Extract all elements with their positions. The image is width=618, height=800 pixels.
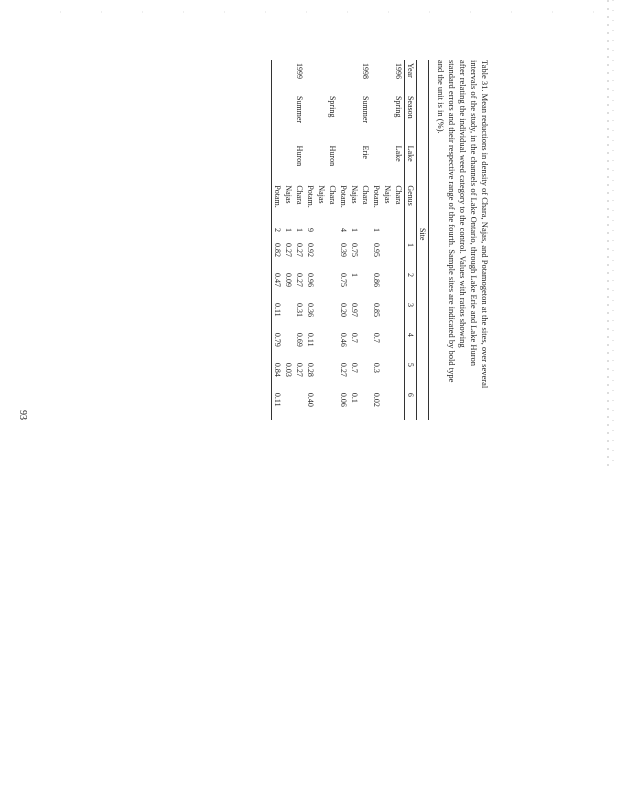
- table-cell: 0.85: [372, 302, 381, 317]
- table-cell: 0.39: [339, 242, 348, 257]
- table-cell: [316, 390, 327, 420]
- table-cell: 1996: [394, 63, 403, 79]
- table-row: [294, 60, 305, 420]
- table-cell: Najas: [317, 185, 326, 204]
- table-cell: 0.09: [284, 272, 293, 287]
- table-row: [393, 60, 405, 420]
- table-cell: [305, 60, 316, 93]
- table-cell: [316, 225, 327, 240]
- table-cell: [382, 143, 393, 183]
- table-cell: 0.11: [272, 390, 284, 420]
- table-cell: 0.84: [272, 360, 284, 390]
- column-header: 3: [405, 300, 417, 330]
- table-cell: [371, 143, 382, 183]
- table-cell: 0.46: [339, 332, 348, 347]
- table-cell: 0.20: [339, 302, 348, 317]
- caption-line: Table 31. Mean reductions in density of Chara, Najas, and Potamogeton at the sites, over several: [480, 60, 490, 389]
- table-cell: 1998: [361, 63, 370, 79]
- table-cell: [327, 300, 338, 330]
- group-header-site: Site: [417, 225, 429, 420]
- table-cell: [283, 93, 294, 143]
- column-header: Genus: [405, 182, 417, 225]
- table-cell: 1: [295, 227, 304, 232]
- table-cell: [360, 240, 371, 270]
- column-header: 6: [405, 390, 417, 420]
- column-header: [405, 225, 417, 240]
- table-row: [371, 60, 382, 420]
- table-cell: 1999: [295, 63, 304, 79]
- page-number: 93: [17, 410, 28, 420]
- table-cell: [360, 330, 371, 360]
- table-cell: 0.75: [339, 272, 348, 287]
- table-cell: 0.27: [295, 272, 304, 287]
- group-header: [417, 143, 429, 183]
- table-cell: [283, 143, 294, 183]
- table-cell: [382, 330, 393, 360]
- table-cell: Potam.: [306, 185, 315, 208]
- table-cell: [393, 270, 405, 300]
- table-cell: [294, 390, 305, 420]
- table-cell: 0.27: [295, 362, 304, 377]
- table-cell: [327, 225, 338, 240]
- table-cell: [283, 390, 294, 420]
- table-cell: [382, 225, 393, 240]
- table-cell: 0.11: [272, 300, 284, 330]
- table-cell: 0.1: [350, 392, 359, 403]
- table-cell: 0.75: [350, 242, 359, 257]
- table-row: [327, 60, 338, 420]
- table-cell: [338, 93, 349, 143]
- table-cell: [382, 300, 393, 330]
- table-cell: [316, 240, 327, 270]
- table-cell: 0.82: [272, 240, 284, 270]
- table-cell: [371, 93, 382, 143]
- table-cell: [382, 240, 393, 270]
- table-cell: [327, 360, 338, 390]
- table-cell: [272, 93, 284, 143]
- table-cell: [360, 390, 371, 420]
- data-table: [271, 60, 429, 420]
- table-cell: 0.79: [272, 330, 284, 360]
- table-cell: [393, 360, 405, 390]
- table-cell: 0.27: [284, 242, 293, 257]
- caption-line: after relating the individual weed category to the control. Values with ratios showing: [458, 60, 468, 348]
- table-row: [305, 60, 316, 420]
- table-cell: 0.95: [372, 242, 381, 257]
- table-cell: [382, 93, 393, 143]
- table-cell: [272, 60, 284, 93]
- table-cell: [305, 143, 316, 183]
- table-cell: 0.06: [339, 392, 348, 407]
- table-cell: 0.69: [295, 332, 304, 347]
- table-cell: [393, 330, 405, 360]
- table-cell: [360, 300, 371, 330]
- table-row: [272, 60, 284, 420]
- table-cell: [393, 240, 405, 270]
- table-cell: [316, 300, 327, 330]
- table-cell: [327, 60, 338, 93]
- table-cell: [382, 270, 393, 300]
- column-header: Year: [405, 60, 417, 93]
- table-cell: 0.02: [372, 392, 381, 407]
- table-cell: 0.97: [350, 302, 359, 317]
- table-row: [316, 60, 327, 420]
- table-cell: 0.7: [372, 332, 381, 343]
- table-row: [349, 60, 360, 420]
- column-header: 4: [405, 330, 417, 360]
- table-cell: 1: [284, 227, 293, 232]
- caption-line: intervals of the study, in the channels of Lake Ontario, through Lake Erie and Lake Huron: [469, 60, 479, 367]
- table-row: [360, 60, 371, 420]
- table-cell: 0.86: [372, 272, 381, 287]
- table-cell: 1: [350, 227, 359, 232]
- column-header: Season: [405, 93, 417, 143]
- table-cell: Huron: [295, 145, 304, 167]
- table-cell: 0.7: [350, 362, 359, 373]
- table-cell: Lake: [394, 145, 403, 162]
- group-header: [417, 182, 429, 225]
- table-body: [272, 60, 405, 420]
- table-cell: 0.92: [306, 242, 315, 257]
- table-cell: Spring: [394, 95, 403, 118]
- table-cell: [371, 60, 382, 93]
- table-cell: 0.96: [306, 272, 315, 287]
- table-cell: 0.27: [339, 362, 348, 377]
- table-cell: [283, 330, 294, 360]
- table-cell: 1: [350, 272, 359, 277]
- table-cell: 0.11: [306, 332, 315, 347]
- table-cell: Najas: [350, 185, 359, 204]
- table-cell: 0.31: [295, 302, 304, 317]
- caption-line: and the unit is in (%).: [436, 60, 446, 134]
- table-cell: [316, 93, 327, 143]
- table-cell: [393, 390, 405, 420]
- table-cell: [316, 143, 327, 183]
- table-cell: [283, 300, 294, 330]
- table-cell: 1: [372, 227, 381, 232]
- table-cell: 0.27: [295, 242, 304, 257]
- table-caption: [435, 60, 490, 420]
- table-cell: Summer: [361, 95, 370, 124]
- table-cell: [338, 60, 349, 93]
- column-header-row: [405, 60, 417, 420]
- table-row: [382, 60, 393, 420]
- table-cell: 0.28: [306, 362, 315, 377]
- table-cell: [393, 300, 405, 330]
- table-row: [283, 60, 294, 420]
- table-cell: Erie: [361, 145, 370, 159]
- table-cell: [327, 330, 338, 360]
- table-cell: Potam.: [339, 185, 348, 208]
- column-header: Lake: [405, 143, 417, 183]
- table-cell: Potam.: [372, 185, 381, 208]
- table-cell: [382, 390, 393, 420]
- table-cell: Chara: [295, 185, 304, 205]
- column-header: 1: [405, 240, 417, 270]
- column-header: 5: [405, 360, 417, 390]
- table-cell: 0.03: [284, 362, 293, 377]
- table-cell: [272, 143, 284, 183]
- table-cell: [393, 225, 405, 240]
- table-cell: [382, 360, 393, 390]
- table-cell: [349, 143, 360, 183]
- table-cell: 0.7: [350, 332, 359, 343]
- table-cell: [382, 60, 393, 93]
- table-cell: [316, 270, 327, 300]
- table-cell: [327, 390, 338, 420]
- caption-line: standard errors and their respective range of the fourth. Sample sites are indicated by bold type: [447, 60, 457, 383]
- table-cell: 9: [306, 227, 315, 232]
- table-cell: Najas: [383, 185, 392, 204]
- table-cell: Najas: [284, 185, 293, 204]
- table-cell: [349, 93, 360, 143]
- table-cell: [283, 60, 294, 93]
- table-cell: [316, 330, 327, 360]
- table-row: [338, 60, 349, 420]
- table-cell: [360, 270, 371, 300]
- table-cell: Spring: [328, 95, 337, 118]
- column-header: 2: [405, 270, 417, 300]
- table-cell: 0.36: [306, 302, 315, 317]
- table-cell: 0.47: [272, 270, 284, 300]
- table-cell: [327, 240, 338, 270]
- table-cell: Potam.: [272, 182, 284, 225]
- table-cell: [316, 360, 327, 390]
- table-cell: [338, 143, 349, 183]
- table-cell: [360, 360, 371, 390]
- table-cell: 0.40: [306, 392, 315, 407]
- table-cell: Chara: [328, 185, 337, 205]
- table-cell: [316, 60, 327, 93]
- rotated-page: [60, 60, 490, 450]
- table-cell: Summer: [295, 95, 304, 124]
- table-cell: 4: [339, 227, 348, 232]
- group-header: [417, 60, 429, 93]
- table-cell: Huron: [328, 145, 337, 167]
- table-cell: Chara: [394, 185, 403, 205]
- table-cell: [349, 60, 360, 93]
- group-header-row: [417, 60, 429, 420]
- table-cell: 2: [272, 225, 284, 240]
- group-header: [417, 93, 429, 143]
- table-cell: 0.3: [372, 362, 381, 373]
- table-cell: [360, 225, 371, 240]
- table-cell: [305, 93, 316, 143]
- table-cell: Chara: [361, 185, 370, 205]
- table-cell: [327, 270, 338, 300]
